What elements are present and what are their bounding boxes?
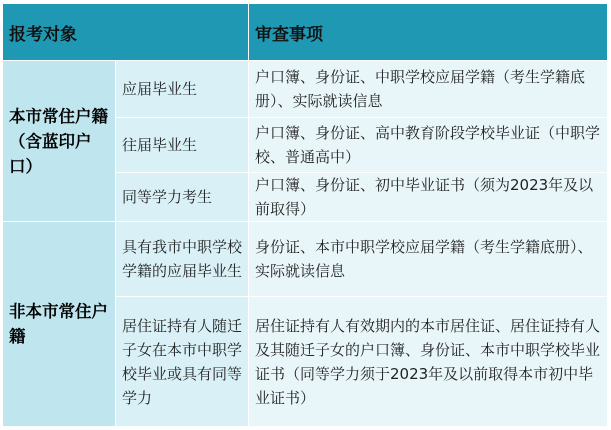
review-items-cell: 身份证、本市中职学校应届学籍（考生学籍底册）、实际就读信息 [249, 222, 608, 297]
header-target: 报考对象 [3, 4, 249, 61]
category-cell: 应届毕业生 [116, 61, 249, 118]
table-row [3, 222, 608, 297]
review-items-cell: 居住证持有人有效期内的本市居住证、居住证持有人及其随迁子女的户口簿、身份证、本市中职学校毕业证书（同等学力须于2023年及以前取得本市初中毕业证书） [249, 297, 608, 427]
review-items-cell: 户口簿、身份证、高中教育阶段学校毕业证（中职学校、普通高中） [249, 118, 608, 173]
category-cell: 居住证持有人随迁子女在本市中职学校毕业或具有同等学力 [116, 297, 249, 427]
header-review-items: 审查事项 [249, 4, 608, 61]
category-cell: 同等学力考生 [116, 173, 249, 222]
table-row [3, 61, 608, 118]
group-label-local-residents: 本市常住户籍（含蓝印户口） [3, 61, 116, 222]
category-cell: 往届毕业生 [116, 118, 249, 173]
exam-qualification-review-table [2, 3, 608, 427]
table-header-row [3, 4, 608, 61]
category-cell: 具有我市中职学校学籍的应届毕业生 [116, 222, 249, 297]
review-items-cell: 户口簿、身份证、中职学校应届学籍（考生学籍底册）、实际就读信息 [249, 61, 608, 118]
review-items-cell: 户口簿、身份证、初中毕业证书（须为2023年及以前取得） [249, 173, 608, 222]
group-label-nonlocal-residents: 非本市常住户籍 [3, 222, 116, 427]
